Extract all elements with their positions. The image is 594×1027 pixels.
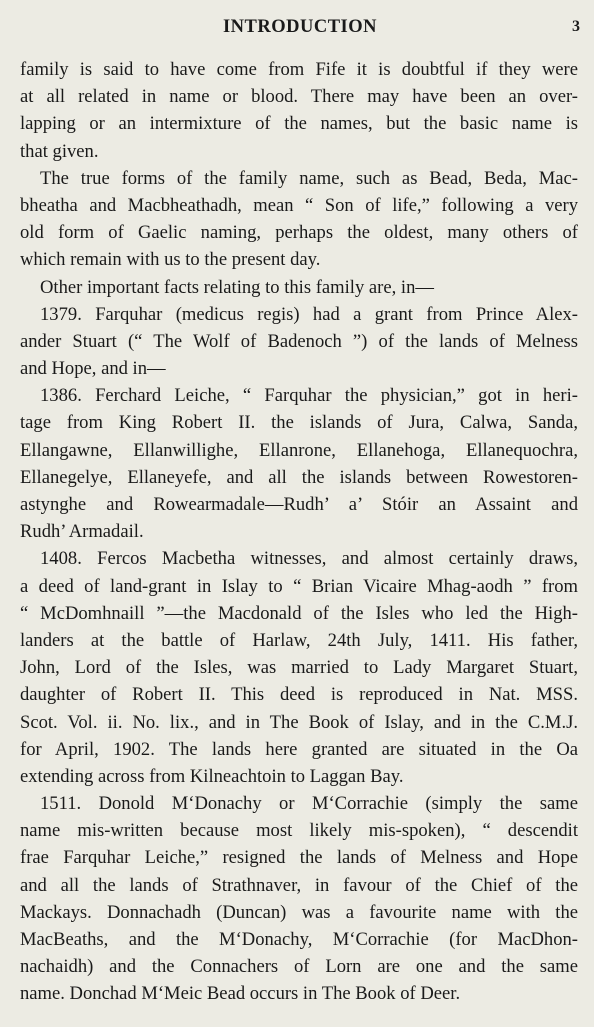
text-line: 1386. Ferchard Leiche, “ Farquhar the physician,” got in heri-: [40, 385, 578, 407]
text-line: Rudh’ Armadail.: [20, 521, 144, 543]
text-line: 1408. Fercos Macbetha witnesses, and almost certainly draws,: [40, 548, 578, 570]
text-line: landers at the battle of Harlaw, 24th July, 1411. His father,: [20, 629, 578, 651]
text-line: Ellanegelye, Ellaneyefe, and all the islands between Rowestoren-: [20, 466, 578, 488]
text-line: at all related in name or blood. There may have been an over-: [20, 86, 578, 108]
text-line: John, Lord of the Isles, was married to Lady Margaret Stuart,: [20, 657, 578, 679]
text-line: Other important facts relating to this family are, in—: [40, 276, 434, 298]
text-line: family is said to have come from Fife it is doubtful if they were: [20, 59, 578, 80]
text-line: and all the lands of Strathnaver, in favour of the Chief of the: [20, 874, 578, 896]
text-line: “ McDomhnaill ”—the Macdonald of the Isles who led the High-: [20, 602, 578, 624]
text-line: name. Donchad M‘Meic Bead occurs in The Book of Deer.: [20, 983, 461, 1005]
text-line: MacBeaths, and the M‘Donachy, M‘Corrachie (for MacDhon-: [20, 929, 578, 950]
text-line: extending across from Kilneachtoin to Laggan Bay.: [20, 765, 404, 787]
text-line: a deed of land-grant in Islay to “ Brian Vicaire Mhag-aodh ” from: [20, 575, 578, 597]
text-line: tage from King Robert II. the islands of Jura, Calwa, Sanda,: [20, 412, 578, 434]
page-header: [20, 17, 580, 41]
body-text: [20, 56, 578, 1008]
text-line: frae Farquhar Leiche,” resigned the lands of Melness and Hope: [20, 847, 578, 869]
text-line: Scot. Vol. ii. No. lix., and in The Book of Islay, and in the C.M.J.: [20, 711, 578, 733]
text-line: daughter of Robert II. This deed is reproduced in Nat. MSS.: [20, 684, 578, 706]
text-line: that given.: [20, 140, 99, 162]
text-line: 1379. Farquhar (medicus regis) had a grant from Prince Alex-: [40, 303, 578, 325]
text-line: for April, 1902. The lands here granted are situated in the Oa: [20, 738, 578, 760]
text-line: Ellangawne, Ellanwillighe, Ellanrone, Ellanehoga, Ellanequochra,: [20, 439, 578, 461]
text-line: lapping or an intermixture of the names, but the basic name is: [20, 113, 578, 135]
text-line: Mackays. Donnachadh (Duncan) was a favourite name with the: [20, 901, 578, 923]
page-number: 3: [572, 18, 580, 35]
text-line: bheatha and Macbheathadh, mean “ Son of life,” following a very: [20, 194, 578, 216]
text-line: 1511. Donold M‘Donachy or M‘Corrachie (simply the same: [40, 793, 578, 815]
text-line: which remain with us to the present day.: [20, 249, 321, 271]
text-line: and Hope, and in—: [20, 358, 166, 380]
running-head-title: INTRODUCTION: [222, 17, 378, 37]
text-line: The true forms of the family name, such as Bead, Beda, Mac-: [40, 167, 578, 189]
text-line: astynghe and Rowearmadale—Rudh’ a’ Stóir an Assaint and: [20, 494, 578, 515]
text-line: nachaidh) and the Connachers of Lorn are one and the same: [20, 956, 578, 978]
text-line: old form of Gaelic naming, perhaps the oldest, many others of: [20, 222, 578, 244]
text-line: name mis-written because most likely mis-spoken), “ descendit: [20, 820, 578, 842]
text-line: ander Stuart (“ The Wolf of Badenoch ”) of the lands of Melness: [20, 330, 578, 352]
